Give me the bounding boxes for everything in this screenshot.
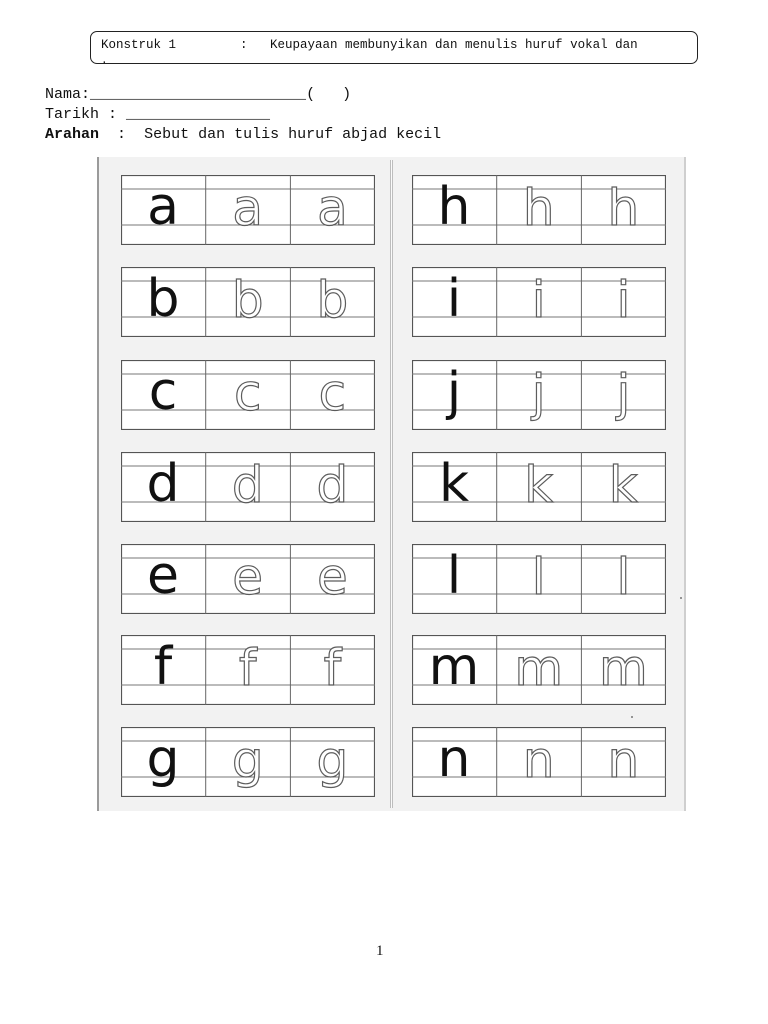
instruction-line (45, 126, 441, 144)
model-letter-d: d (146, 454, 180, 514)
letter-row-a (121, 175, 375, 245)
construct-overflow-text: . (101, 55, 108, 64)
name-blank[interactable]: ________________________ (90, 86, 307, 103)
class-paren[interactable]: ( ) (306, 86, 352, 103)
page-number: 1 (376, 943, 384, 959)
name-line (45, 86, 351, 104)
letter-row-g (121, 727, 375, 797)
scan-speck (631, 716, 633, 718)
model-letter-j: j (446, 362, 462, 422)
trace-letter-k[interactable]: k (524, 456, 554, 514)
instruction-label: Arahan (45, 126, 100, 143)
letter-row-i (412, 267, 666, 337)
trace-letter-c[interactable]: c (318, 364, 347, 422)
model-letter-b: b (146, 269, 180, 329)
construct-description: Keupayaan membunyikan dan menulis huruf vokal dan (270, 38, 638, 52)
trace-letter-c[interactable]: c (233, 364, 262, 422)
trace-letter-h[interactable]: h (607, 179, 640, 237)
trace-letter-n[interactable]: n (522, 731, 555, 789)
trace-letter-e[interactable]: e (317, 548, 348, 606)
model-letter-m: m (428, 637, 480, 697)
letter-row-m (412, 635, 666, 705)
construct-separator: : (240, 38, 248, 52)
letter-row-j (412, 360, 666, 430)
trace-letter-n[interactable]: n (607, 731, 640, 789)
model-letter-c: c (148, 362, 178, 422)
trace-letter-j[interactable]: j (531, 364, 546, 422)
column-divider (390, 160, 393, 808)
model-letter-i: i (446, 269, 462, 329)
date-label: Tarikh : (45, 106, 118, 123)
letter-tracing-worksheet (97, 157, 685, 811)
trace-letter-e[interactable]: e (232, 548, 264, 606)
name-label: Nama: (45, 86, 91, 103)
letter-row-l (412, 544, 666, 614)
trace-letter-d[interactable]: d (231, 456, 264, 514)
trace-letter-l[interactable]: l (616, 548, 631, 606)
letter-row-b (121, 267, 375, 337)
model-letter-l: l (446, 546, 462, 606)
trace-letter-b[interactable]: b (316, 271, 349, 329)
trace-letter-a[interactable]: a (232, 179, 263, 237)
trace-letter-i[interactable]: i (531, 271, 546, 329)
instruction-text: Sebut dan tulis huruf abjad kecil (144, 126, 442, 143)
model-letter-g: g (146, 729, 180, 789)
trace-letter-g[interactable]: g (316, 731, 349, 789)
letter-row-d (121, 452, 375, 522)
trace-letter-f[interactable]: f (323, 639, 342, 697)
model-letter-k: k (438, 454, 470, 514)
trace-letter-g[interactable]: g (231, 731, 264, 789)
worksheet-right-edge (684, 157, 686, 811)
model-letter-h: h (437, 177, 471, 237)
trace-letter-m[interactable]: m (514, 639, 564, 697)
trace-letter-h[interactable]: h (522, 179, 555, 237)
trace-letter-k[interactable]: k (608, 456, 638, 514)
letter-row-e (121, 544, 375, 614)
model-letter-f: f (153, 637, 173, 697)
trace-letter-j[interactable]: j (616, 364, 631, 422)
letter-row-c (121, 360, 375, 430)
letter-row-h (412, 175, 666, 245)
worksheet-left-edge (97, 157, 99, 811)
date-line (45, 106, 270, 124)
instruction-separator: : (117, 126, 127, 143)
trace-letter-a[interactable]: a (317, 179, 348, 237)
construct-label: Konstruk 1 (101, 38, 177, 52)
trace-letter-l[interactable]: l (531, 548, 546, 606)
model-letter-a: a (147, 177, 179, 237)
letter-row-f (121, 635, 375, 705)
letter-row-k (412, 452, 666, 522)
scan-speck (680, 597, 682, 599)
construct-header-box (90, 31, 698, 64)
trace-letter-i[interactable]: i (616, 271, 631, 329)
trace-letter-m[interactable]: m (599, 639, 648, 697)
model-letter-n: n (437, 729, 471, 789)
trace-letter-f[interactable]: f (238, 639, 257, 697)
trace-letter-b[interactable]: b (231, 271, 264, 329)
construct-header-text (101, 38, 638, 52)
trace-letter-d[interactable]: d (316, 456, 349, 514)
date-blank[interactable]: ________________ (126, 106, 271, 123)
model-letter-e: e (147, 546, 179, 606)
letter-row-n (412, 727, 666, 797)
